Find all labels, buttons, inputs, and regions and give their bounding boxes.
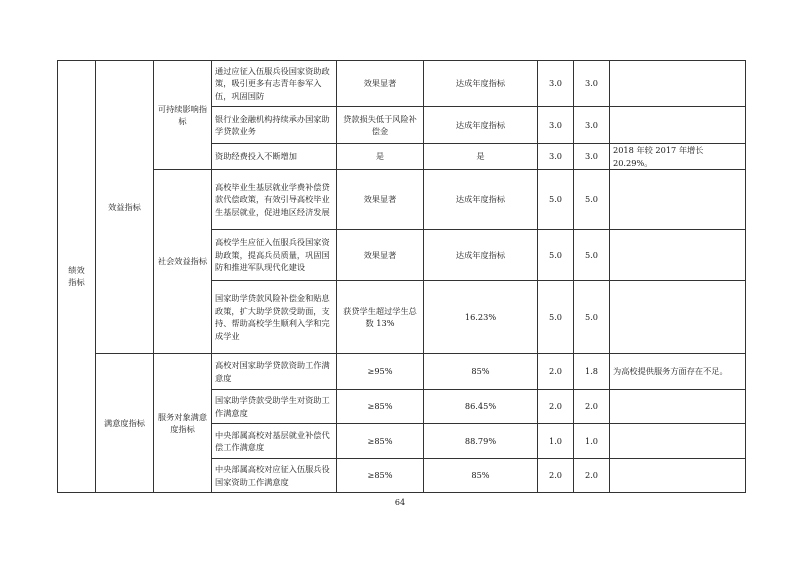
actual-cell: 达成年度指标 (424, 107, 538, 144)
page-number: 64 (394, 498, 406, 507)
weight-cell: 1.0 (538, 424, 574, 459)
score-cell: 3.0 (574, 61, 610, 107)
indicator-cell: 高校对国家助学贷款资助工作满意度 (212, 354, 337, 390)
table-row (58, 61, 746, 107)
target-cell: 效果显著 (337, 170, 424, 230)
level2-cell: 效益指标 (96, 61, 154, 354)
remark-cell (610, 390, 746, 424)
table-row (58, 354, 746, 390)
target-cell: 贷款损失低于风险补偿金 (337, 107, 424, 144)
target-cell: ≥95% (337, 354, 424, 390)
weight-cell: 2.0 (538, 354, 574, 390)
indicator-cell: 资助经费投入不断增加 (212, 144, 337, 170)
weight-cell: 3.0 (538, 144, 574, 170)
target-cell: 效果显著 (337, 230, 424, 281)
level1-cell (58, 61, 96, 493)
remark-cell (610, 230, 746, 281)
score-cell: 3.0 (574, 144, 610, 170)
level1-label: 绩效指标 (68, 265, 85, 288)
score-cell: 5.0 (574, 230, 610, 281)
level2-cell: 满意度指标 (96, 354, 154, 493)
weight-cell: 5.0 (538, 281, 574, 354)
actual-cell: 达成年度指标 (424, 230, 538, 281)
level3-cell: 社会效益指标 (154, 170, 212, 354)
remark-cell: 为高校提供服务方面存在不足。 (610, 354, 746, 390)
remark-cell (610, 170, 746, 230)
score-cell: 1.8 (574, 354, 610, 390)
weight-cell: 5.0 (538, 170, 574, 230)
weight-cell: 3.0 (538, 61, 574, 107)
target-cell: 是 (337, 144, 424, 170)
actual-cell: 85% (424, 459, 538, 493)
target-cell: ≥85% (337, 459, 424, 493)
actual-cell: 86.45% (424, 390, 538, 424)
actual-cell: 85% (424, 354, 538, 390)
weight-cell: 3.0 (538, 107, 574, 144)
remark-cell (610, 459, 746, 493)
weight-cell: 2.0 (538, 390, 574, 424)
score-cell: 1.0 (574, 424, 610, 459)
remark-cell: 2018 年较 2017 年增长 20.29%。 (610, 144, 746, 170)
remark-cell (610, 424, 746, 459)
score-cell: 2.0 (574, 459, 610, 493)
target-cell: 效果显著 (337, 61, 424, 107)
score-cell: 5.0 (574, 281, 610, 354)
weight-cell: 5.0 (538, 230, 574, 281)
score-cell: 2.0 (574, 390, 610, 424)
actual-cell: 是 (424, 144, 538, 170)
remark-cell (610, 107, 746, 144)
indicator-cell: 高校学生应征入伍服兵役国家资助政策，提高兵员质量，巩固国防和推进军队现代化建设 (212, 230, 337, 281)
level3-cell: 可持续影响指标 (154, 61, 212, 170)
indicator-cell: 中央部属高校对基层就业补偿代偿工作满意度 (212, 424, 337, 459)
indicator-cell: 银行业金融机构持续承办国家助学贷款业务 (212, 107, 337, 144)
actual-cell: 达成年度指标 (424, 170, 538, 230)
indicator-cell: 通过应征入伍服兵役国家资助政策，吸引更多有志青年参军入伍，巩固国防 (212, 61, 337, 107)
target-cell: 获贷学生超过学生总数 13% (337, 281, 424, 354)
score-cell: 5.0 (574, 170, 610, 230)
level3-cell: 服务对象满意度指标 (154, 354, 212, 493)
target-cell: ≥85% (337, 424, 424, 459)
indicator-cell: 国家助学贷款受助学生对资助工作满意度 (212, 390, 337, 424)
actual-cell: 达成年度指标 (424, 61, 538, 107)
weight-cell: 2.0 (538, 459, 574, 493)
actual-cell: 16.23% (424, 281, 538, 354)
table-row (58, 170, 746, 230)
score-cell: 3.0 (574, 107, 610, 144)
remark-cell (610, 281, 746, 354)
indicator-cell: 国家助学贷款风险补偿金和贴息政策，扩大助学贷款受助面，支持、帮助高校学生顺利入学和完成学业 (212, 281, 337, 354)
actual-cell: 88.79% (424, 424, 538, 459)
indicator-cell: 中央部属高校对应征入伍服兵役国家资助工作满意度 (212, 459, 337, 493)
performance-indicator-table (57, 60, 746, 493)
indicator-cell: 高校毕业生基层就业学费补偿贷款代偿政策，有效引导高校毕业生基层就业，促进地区经济发展 (212, 170, 337, 230)
target-cell: ≥85% (337, 390, 424, 424)
remark-cell (610, 61, 746, 107)
